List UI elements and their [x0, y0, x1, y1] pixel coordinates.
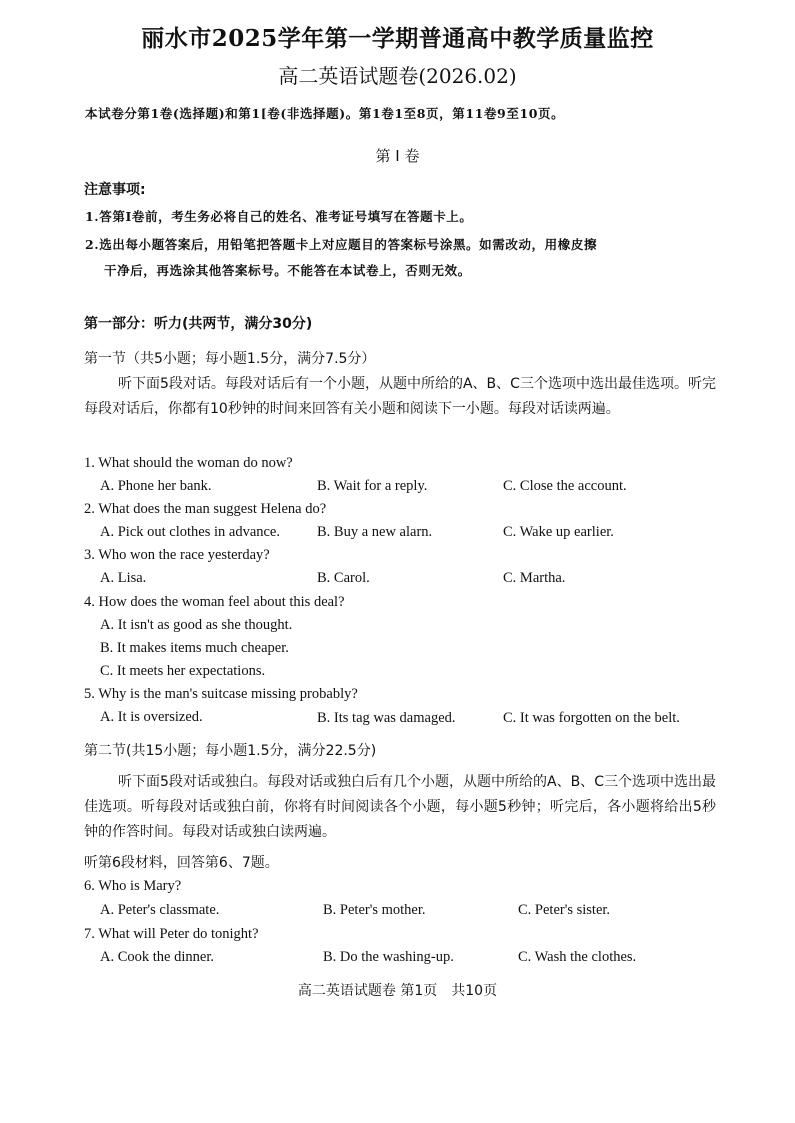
question-4-option-b: B. It makes items much cheaper. [100, 640, 289, 656]
question-5-stem: 5. Why is the man's suitcase missing probably? [84, 686, 358, 702]
question-4-option-c: C. It meets her expectations. [100, 663, 266, 679]
material-6-label: 听第6段材料，回答第6、7题。 [84, 855, 279, 871]
section1-instructions: 听下面5段对话。每段对话后有一个小题，从题中所给的A、B、C三个选项中选出最佳选项。听完每段对话后，你都有10秒钟的时间来回答有关小题和阅读下一小题。每段对话读两遍。 [84, 376, 716, 417]
question-2-option-b: B. Buy a new alarn. [317, 524, 433, 540]
volume-label: 第 Ⅰ 卷 [375, 147, 420, 165]
part1-heading: 第一部分：听力(共两节，满分30分) [84, 316, 313, 332]
question-3-stem: 3. Who won the race yesterday? [84, 547, 270, 563]
question-5-option-b: B. Its tag was damaged. [317, 710, 456, 726]
question-4-option-a: A. It isn't as good as she thought. [100, 617, 293, 633]
question-5-option-c: C. It was forgotten on the belt. [503, 710, 680, 726]
notice-heading: 注意事项: [84, 182, 146, 198]
exam-title: 丽水市2025学年第一学期普通高中教学质量监控 [141, 25, 654, 52]
notice-item-2: 2.选出每小题答案后，用铅笔把答题卡上对应题目的答案标号涂黑。如需改动，用橡皮擦 [85, 237, 598, 252]
question-7-option-c: C. Wash the clothes. [518, 949, 637, 965]
question-7-option-a: A. Cook the dinner. [100, 949, 214, 965]
question-2-stem: 2. What does the man suggest Helena do? [84, 501, 327, 517]
question-7-option-b: B. Do the washing-up. [323, 949, 454, 965]
question-3-option-a: A. Lisa. [100, 570, 147, 586]
section1-heading: 第一节（共5小题；每小题1.5分，满分7.5分） [84, 351, 376, 367]
question-1-option-b: B. Wait for a reply. [317, 478, 428, 494]
exam-intro: 本试卷分第1卷(选择题)和第1[卷(非选择题)。第1卷1至8页，第11卷9至10页。 [85, 106, 565, 121]
notice-item-1: 1.答第Ⅰ卷前，考生务必将自己的姓名、准考证号填写在答题卡上。 [85, 209, 473, 224]
exam-subtitle: 高二英语试题卷(2026.02) [278, 64, 517, 88]
question-1-option-a: A. Phone her bank. [100, 478, 212, 494]
question-6-option-a: A. Peter's classmate. [100, 902, 220, 918]
question-1-option-c: C. Close the account. [503, 478, 627, 494]
question-2-option-c: C. Wake up earlier. [503, 524, 614, 540]
question-7-stem: 7. What will Peter do tonight? [84, 926, 259, 942]
question-4-stem: 4. How does the woman feel about this deal? [84, 594, 345, 610]
question-3-option-c: C. Martha. [503, 570, 566, 586]
section2-heading: 第二节(共15小题；每小题1.5分，满分22.5分) [84, 743, 377, 759]
question-6-option-b: B. Peter's mother. [323, 902, 426, 918]
question-6-option-c: C. Peter's sister. [518, 902, 611, 918]
notice-item-2-cont: 干净后，再选涂其他答案标号。不能答在本试卷上，否则无效。 [104, 263, 471, 278]
question-2-option-a: A. Pick out clothes in advance. [100, 524, 280, 540]
question-5-option-a: A. It is oversized. [100, 709, 203, 725]
question-1-stem: 1. What should the woman do now? [84, 455, 293, 471]
section2-instructions: 听下面5段对话或独白。每段对话或独白后有几个小题，从题中所给的A、B、C三个选项中选出最佳选项。听每段对话或独白前，你将有时间阅读各个小题，每小题5秒钟；听完后，各小题将给出5秒钟的作答时间。每段对话或独白读两遍。 [84, 774, 716, 840]
question-3-option-b: B. Carol. [317, 570, 370, 586]
page-footer: 高二英语试题卷 第1页 共10页 [297, 983, 498, 999]
question-6-stem: 6. Who is Mary? [84, 878, 182, 894]
